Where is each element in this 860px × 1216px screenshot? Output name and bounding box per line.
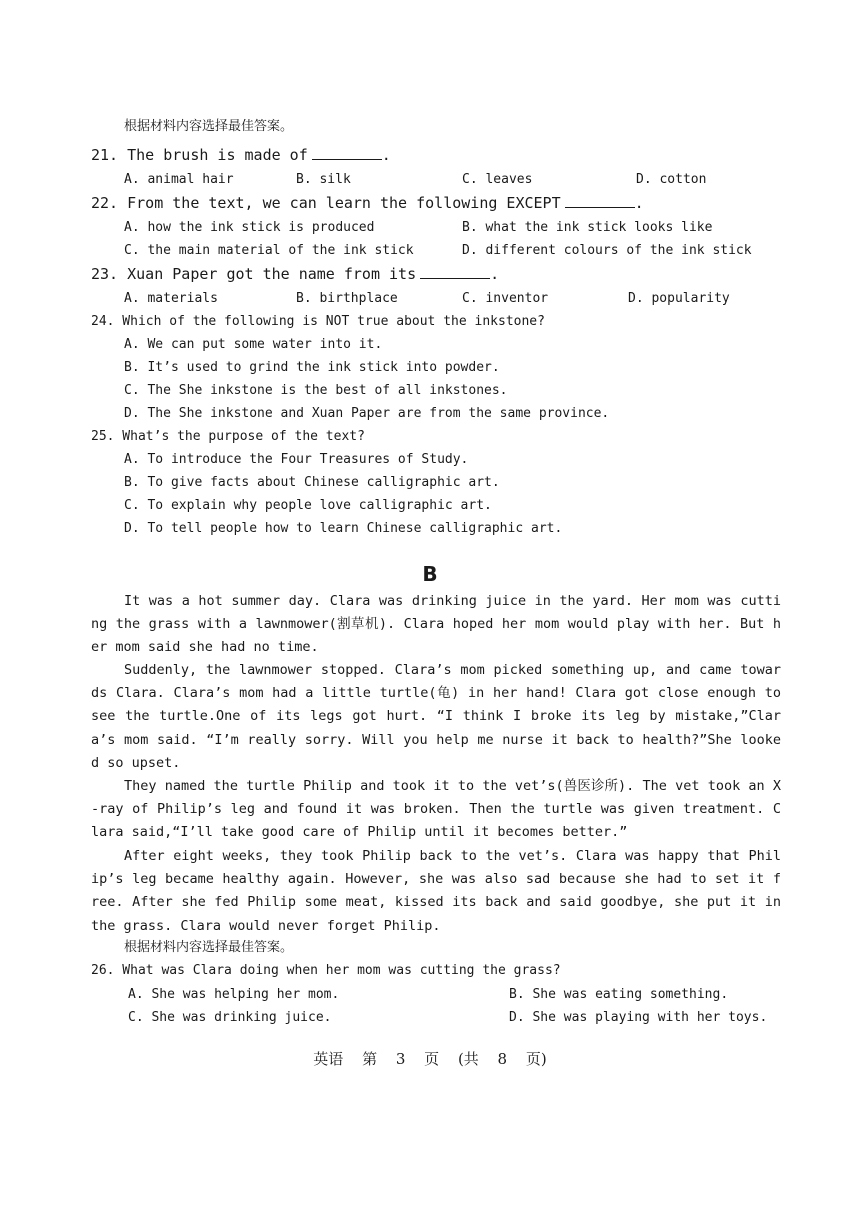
question-22-stem: 22. From the text, we can learn the following EXCEPT — [91, 194, 561, 212]
option: C. the main material of the ink stick — [124, 243, 414, 258]
passage-paragraph: Suddenly, the lawnmower stopped. Clara’s mom picked something up, and came towards Clara. Clara’s mom had a little turtle(龟) in her hand! Clara got close enough to see the turtle.One of its legs got hurt. “I think I broke its leg by mistake,”Clara’s mom said. “I’m really sorry. Will you help me nurse it back to health?”She looked so upset. — [91, 662, 781, 771]
question-24-stem: 24. Which of the following is NOT true about the inkstone? — [91, 314, 545, 329]
question-21-stem: 21. The brush is made of — [91, 146, 308, 164]
option: D. different colours of the ink stick — [462, 243, 752, 258]
footer-subject: 英语 — [313, 1050, 344, 1068]
passage-paragraph: They named the turtle Philip and took it to the vet’s(兽医诊所). The vet took an X-ray of Philip’s leg and found it was broken. Then the turtle was given treatment. Clara said,“I’ll take good care of Philip until it becomes better.” — [91, 778, 781, 841]
option: C. She was drinking juice. — [128, 1010, 332, 1025]
option: D. She was playing with her toys. — [509, 1010, 768, 1025]
option: A. To introduce the Four Treasures of Study. — [124, 452, 469, 467]
option: B. She was eating something. — [509, 987, 729, 1002]
option: D. To tell people how to learn Chinese calligraphic art. — [124, 521, 563, 536]
option: C. The She inkstone is the best of all inkstones. — [124, 383, 508, 398]
option: A. We can put some water into it. — [124, 337, 383, 352]
option: B. silk — [296, 172, 351, 187]
question-25-stem: 25. What’s the purpose of the text? — [91, 429, 365, 444]
option: C. leaves — [462, 172, 533, 187]
footer-total: (共 8 页) — [457, 1050, 547, 1068]
passage-paragraph: After eight weeks, they took Philip back to the vet’s. Clara was happy that Philip’s leg became healthy again. However, she was also sad because she had to set it free. After she fed Philip some meat, kissed its back and said goodbye, she put it in the grass. Clara would never forget Philip. — [91, 848, 781, 934]
option: B. To give facts about Chinese calligraphic art. — [124, 475, 500, 490]
answer-blank — [565, 193, 635, 208]
option: A. animal hair — [124, 172, 234, 187]
option: B. birthplace — [296, 291, 398, 306]
question-26-stem: 26. What was Clara doing when her mom was cutting the grass? — [91, 963, 561, 978]
answer-blank — [420, 264, 490, 279]
option: B. what the ink stick looks like — [462, 220, 713, 235]
instruction-a: 根据材料内容选择最佳答案。 — [124, 119, 294, 134]
question-23-stem: 23. Xuan Paper got the name from its — [91, 265, 417, 283]
footer-page: 第 3 页 — [362, 1050, 440, 1068]
question-22: 22. From the text, we can learn the following EXCEPT . — [91, 194, 644, 212]
option: A. She was helping her mom. — [128, 987, 340, 1002]
option: A. materials — [124, 291, 218, 306]
option: D. The She inkstone and Xuan Paper are from the same province. — [124, 406, 610, 421]
option: D. popularity — [628, 291, 730, 306]
question-23: 23. Xuan Paper got the name from its . — [91, 265, 500, 283]
option: A. how the ink stick is produced — [124, 220, 375, 235]
option: C. To explain why people love calligraphic art. — [124, 498, 492, 513]
option: D. cotton — [636, 172, 707, 187]
passage-paragraph: It was a hot summer day. Clara was drinking juice in the yard. Her mom was cutting the grass with a lawnmower(割草机). Clara hoped her mom would play with her. But her mom said she had no time. — [91, 593, 781, 656]
option: B. It’s used to grind the ink stick into powder. — [124, 360, 500, 375]
answer-blank — [312, 145, 382, 160]
instruction-b: 根据材料内容选择最佳答案。 — [124, 940, 294, 955]
option: C. inventor — [462, 291, 549, 306]
question-21: 21. The brush is made of . — [91, 146, 391, 164]
section-heading: B — [422, 562, 438, 586]
page-footer — [0, 1048, 860, 1069]
